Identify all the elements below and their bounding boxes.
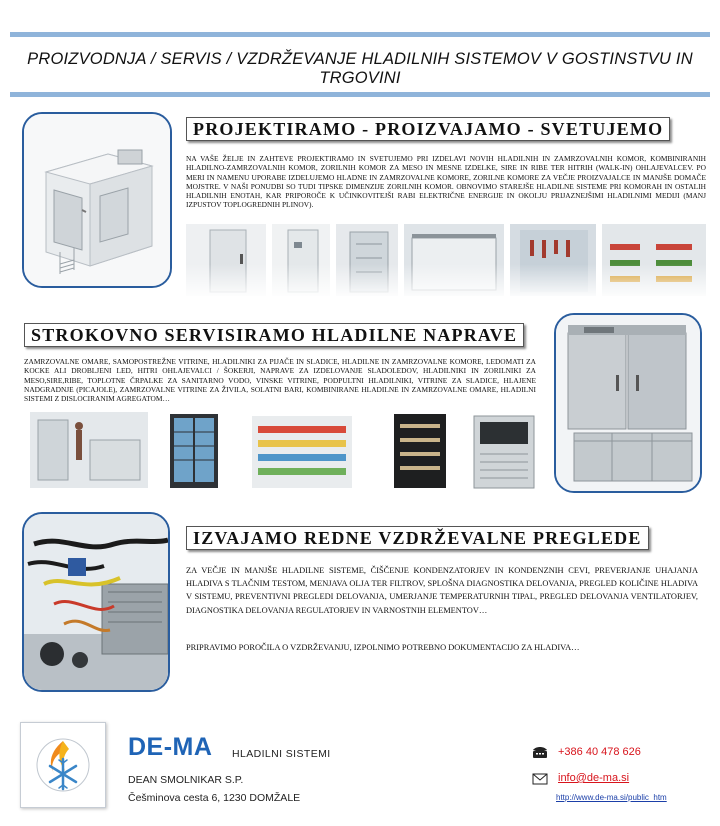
company-address: Češminova cesta 6, 1230 DOMŽALE [128, 792, 301, 804]
brand-name: DE-MA [128, 733, 213, 761]
brand-subtitle: HLADILNI SISTEMI [232, 748, 331, 760]
cold-room-photo [22, 112, 172, 288]
email-link[interactable]: info@de-ma.si [558, 772, 630, 784]
section2-text: ZAMRZOVALNE OMARE, SAMOPOSTREŽNE VITRINE, HLADILNIKI ZA PIJAČE IN SLADICE, HLADILNE IN ZAMRZOVALNE KOMORE, LEDOMATI ZA KOCKE ALI DROBLJENI LED, HITRI OHLAJEVALCI / ŠOKERJI, NAPRAVE ZA IZDELOVANJE SLADOLEDOV, HLADILNIKI IN ZORILNIKI ZA MESO,SIRE,RIBE, TOPLOTNE ČRPALKE ZA SANITARNO VODO, VINSKE VITRINE, PODPULTNI HLADILNIKI, VITRINE ZA SLADICE, HLAJENE NADGRADNJE (PICAJOLE), ZAMRZOVALNE VITRINE ZA ŽIVILA, SOLATNI BARI, KOMBINIRANE HLADILNE IN ZAMRZOVALNE OMARE, HLADILNI SISTEMI Z DISLOCIRANIM AGREGATOM… [24, 357, 536, 404]
phone-number[interactable]: +386 40 478 626 [558, 746, 641, 758]
company-name: DEAN SMOLNIKAR S.P. [128, 774, 244, 786]
snowflake-flame-logo [21, 723, 105, 807]
envelope-icon [532, 772, 548, 784]
dairy-display-thumb [252, 416, 352, 488]
section3-title: IZVAJAMO REDNE VZDRŽEVALNE PREGLEDE [186, 526, 649, 550]
ice-maker-thumb [474, 416, 534, 488]
bottom-rule [10, 92, 710, 97]
section1-text: NA VAŠE ŽELJE IN ZAHTEVE PROJEKTIRAMO IN SVETUJEMO PRI IZDELAVI NOVIH HLADILNIH IN ZAMRZOVALNIH KOMOR, KOMBINIRANIH HLADILNO-ZAMRZOVALNIH KOMOR, ZORILNIH KOMOR ZA MESO IN MESNE IZDELKE, SIRE IN RIBE TER HITRIH (WALK-IN) OHLAJEVALCEV. PO MERI IN NAMENU UPORABE IZDELUJEMO HLADNE IN ZAMRZOVALNE KOMORE, ZORILNE KOMORE ZA VEČJE PROIZVAJALCE IN MANJŠE DOMAČE MOJSTRE. V NAŠI PONUDBI SO TUDI TIPSKE DIMENZIJE ZORILNIH KOMOR. OBNOVIMO STAREJŠE HLADILNE SISTEME PRI KOMORAH IN OSTALIH HLADILNIH ENOTAH, KAR PRIPOROČE K UČINKOVITEJŠI RABI ELEKTRIČNE ENERGIJE IN OKOLJU PRIJAZNEJŠIMI HLADILNIMI MEDIJI (MANJ IZPUSTOV TOPLOGREDNIH PLINOV). [186, 154, 706, 210]
section2-title: STROKOVNO SERVISIRAMO HLADILNE NAPRAVE [24, 323, 524, 347]
service-room-thumb [30, 412, 148, 488]
section3-text: ZA VEČJE IN MANJŠE HLADILNE SISTEME, ČIŠČENJE KONDENZATORJEV IN KONDENZNIH CEVI, PREVERJANJE UHAJANJA HLADIVA S TLAČNIM TESTOM, MENJAVA OLJA TER FILTROV, SPLOŠNA DIAGNOSTIKA DELOVANJA, PREGLED KOLIČINE HLADIVA V SISTEMU, PREVENTIVNI PREGLEDI DELOVANJA, UMERJANJE TEMPERATURNIH TIPAL, PREGLED DELOVANJA VENTILATORJEV, DIAGNOSTIKA DELOVANJA REGULATORJEV IN VARNOSTNIH ELEMENTOV… [186, 566, 698, 615]
refrigerator-cabinet-photo [554, 313, 702, 493]
website-link[interactable]: http://www.de-ma.si/public_htm [556, 793, 667, 802]
section1-photo-strip [186, 224, 706, 296]
section1-title: PROJEKTIRAMO - PROIZVAJAMO - SVETUJEMO [186, 117, 670, 141]
section2-photo-strip [30, 410, 542, 492]
wine-cabinet-thumb [394, 414, 446, 488]
cold-room-illustration [24, 114, 170, 286]
condensing-unit-photo [22, 512, 170, 692]
section3-text2: PRIPRAVIMO POROČILA O VZDRŽEVANJU, IZPOLNIMO POTREBNO DOKUMENTACIJO ZA HLADIVA… [186, 643, 580, 652]
header-title: PROIZVODNJA / SERVIS / VZDRŽEVANJE HLADILNIH SISTEMOV V GOSTINSTVU IN TRGOVINI [27, 50, 693, 87]
company-logo [20, 722, 106, 808]
beverage-cooler-thumb [170, 414, 218, 488]
top-rule [10, 32, 710, 37]
phone-icon [532, 745, 548, 759]
